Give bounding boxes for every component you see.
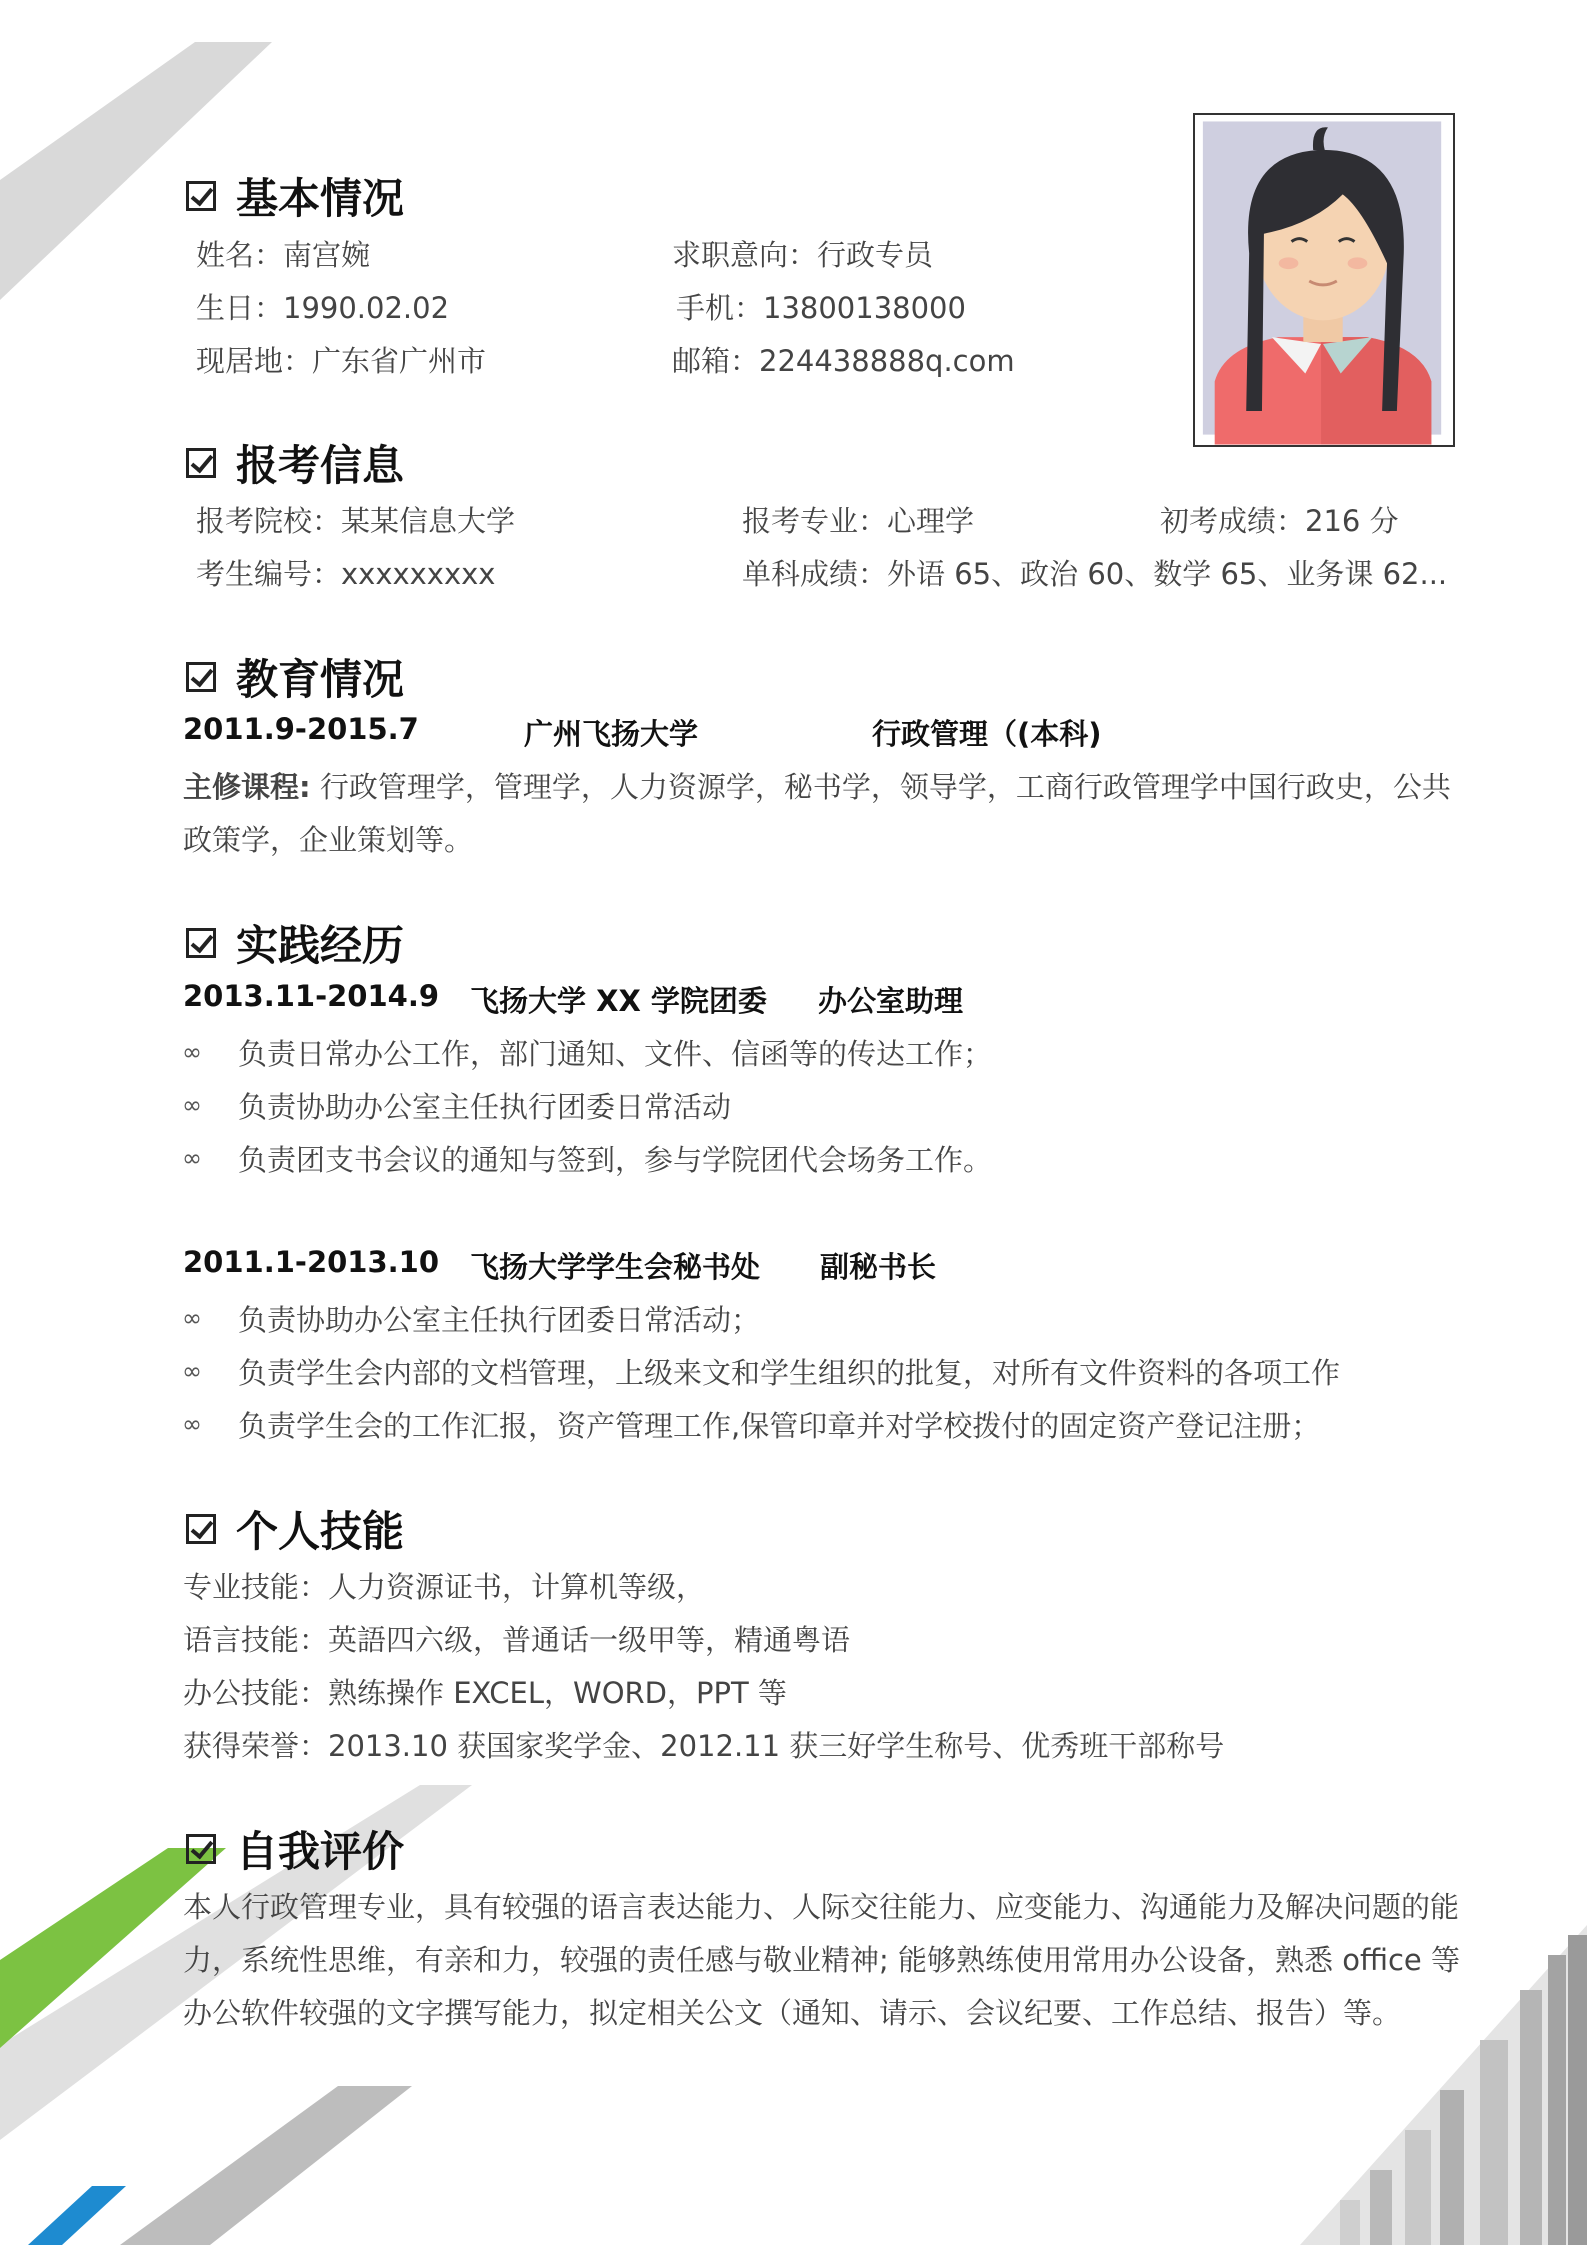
education-courses-line2: 政策学，企业策划等。 [183,823,474,857]
exam-score: 初考成绩：216 分 [1160,504,1399,538]
bullet-icon: ∞ [182,1304,202,1332]
checkbox-icon [186,1514,216,1544]
bullet-icon: ∞ [182,1357,202,1385]
exam-id: 考生编号：xxxxxxxxx [196,557,496,591]
bullet-icon: ∞ [182,1091,202,1119]
basic-intent: 求职意向：行政专员 [672,238,934,272]
job2-item3: 负责学生会的工作汇报，资产管理工作,保管印章并对学校拨付的固定资产登记注册； [238,1409,1321,1443]
avatar-illustration [1195,115,1453,445]
bullet-icon: ∞ [182,1038,202,1066]
bullet-icon: ∞ [182,1144,202,1172]
education-period: 2011.9-2015.7 [183,712,419,746]
profile-photo [1193,113,1455,447]
basic-birth: 生日：1990.02.02 [196,291,450,325]
section-self-title: 自我评价 [186,1819,404,1879]
skill-item: 办公技能：熟练操作 EXCEL，WORD，PPT 等 [183,1676,787,1710]
bullet-icon: ∞ [182,1410,202,1438]
courses-text: 行政管理学，管理学，人力资源学，秘书学，领导学，工商行政管理学中国行政史，公共 [319,770,1451,804]
education-major: 行政管理（(本科) [872,717,1102,751]
section-exam-title: 报考信息 [186,433,404,493]
self-line3: 办公软件较强的文字撰写能力，拟定相关公文（通知、请示、会议纪要、工作总结、报告）等。 [183,1996,1402,2030]
exam-major: 报考专业：心理学 [742,504,975,538]
job2-item1: 负责协助办公室主任执行团委日常活动； [238,1303,761,1337]
job2-item2: 负责学生会内部的文档管理，上级来文和学生组织的批复，对所有文件资料的各项工作 [238,1356,1341,1390]
exam-school: 报考院校：某某信息大学 [196,504,516,538]
checkbox-icon [186,662,216,692]
self-line1: 本人行政管理专业，具有较强的语言表达能力、人际交往能力、应变能力、沟通能力及解决问题的能 [183,1890,1460,1924]
checkbox-icon [186,1834,216,1864]
basic-email: 邮箱：224438888q.com [672,344,1015,378]
section-skills-title: 个人技能 [186,1499,404,1559]
job1-role: 办公室助理 [818,984,964,1018]
basic-name: 姓名：南宫婉 [196,238,371,272]
job2-role: 副秘书长 [820,1250,937,1284]
section-basic-title: 基本情况 [186,166,404,226]
skill-item: 获得荣誉：2013.10 获国家奖学金、2012.11 获三好学生称号、优秀班干部称号 [183,1729,1225,1763]
job1-org: 飞扬大学 XX 学院团委 [470,984,767,1018]
job1-period: 2013.11-2014.9 [183,979,440,1013]
self-line2: 力，系统性思维，有亲和力，较强的责任感与敬业精神; 能够熟练使用常用办公设备，熟悉 office 等 [183,1943,1460,1977]
education-school: 广州飞扬大学 [524,717,699,751]
courses-label: 主修课程: [183,770,311,804]
checkbox-icon [186,181,216,211]
exam-subjects: 单科成绩：外语 65、政治 60、数学 65、业务课 62... [742,557,1448,591]
checkbox-icon [186,448,216,478]
section-practice-title: 实践经历 [186,913,404,973]
bottom-left-dark-stripe [120,2086,412,2245]
education-courses-line1 [183,765,1451,806]
checkbox-icon [186,928,216,958]
job2-org: 飞扬大学学生会秘书处 [470,1250,761,1284]
job2-period: 2011.1-2013.10 [183,1245,440,1279]
bottom-left-blue-corner [0,2222,28,2245]
basic-phone: 手机：13800138000 [676,291,966,325]
bottom-left-blue-stripe [28,2186,126,2245]
section-education-title: 教育情况 [186,647,404,707]
job1-item1: 负责日常办公工作，部门通知、文件、信函等的传达工作； [238,1037,993,1071]
skill-item: 语言技能：英語四六级，普通话一级甲等，精通粤语 [183,1623,851,1657]
basic-residence: 现居地：广东省广州市 [196,344,487,378]
skill-item: 专业技能：人力资源证书，计算机等级， [183,1570,706,1604]
job1-item2: 负责协助办公室主任执行团委日常活动 [238,1090,732,1124]
job1-item3: 负责团支书会议的通知与签到，参与学院团代会场务工作。 [238,1143,993,1177]
